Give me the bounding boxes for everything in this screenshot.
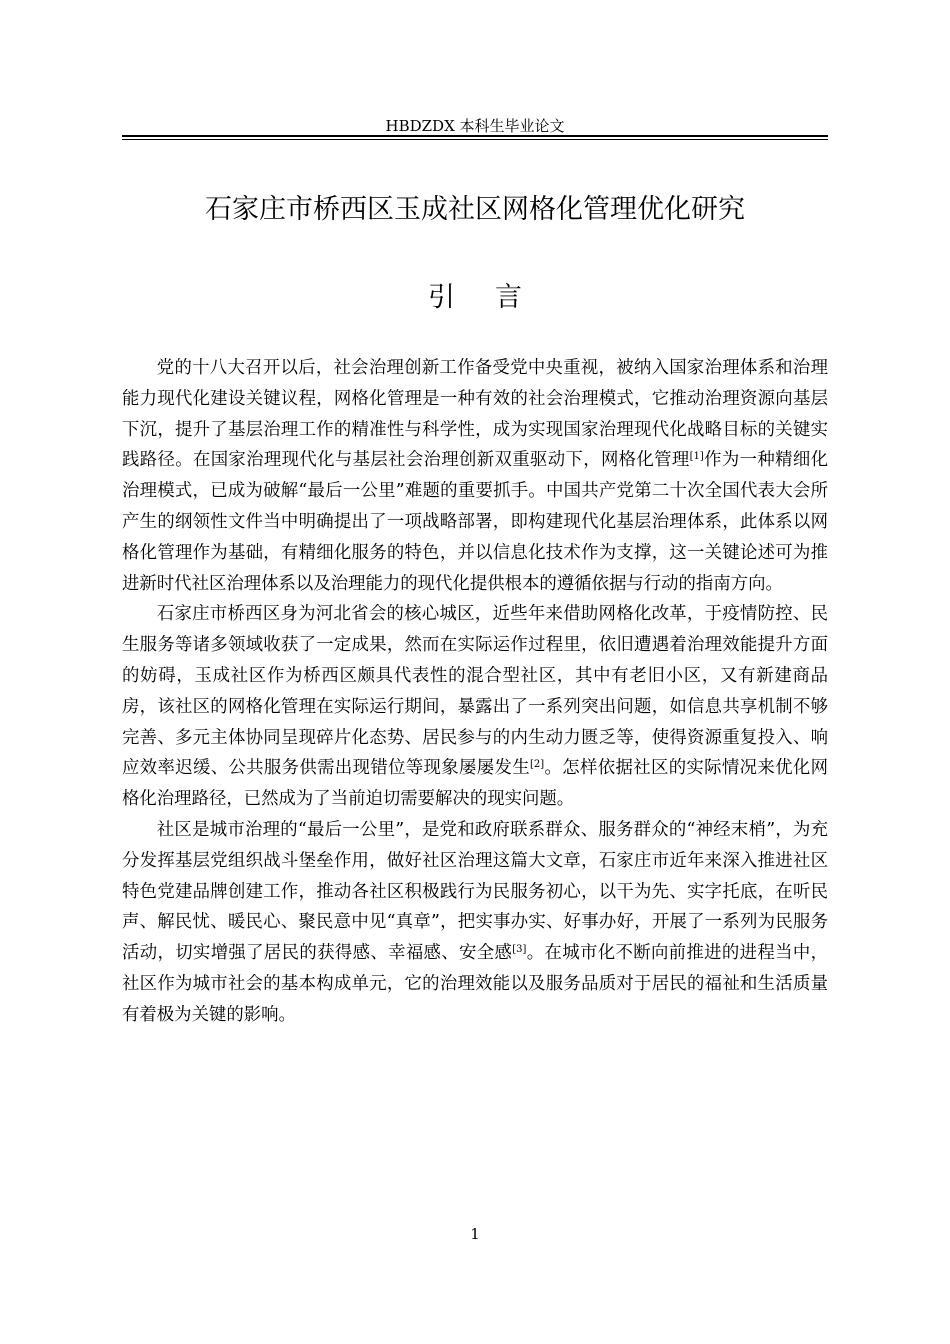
paragraph-1-text-b: 作为一种精细化治理模式，已成为破解“最后一公里”难题的重要抓手。中国共产党第二十次全国代表大会所产生的纲领性文件当中明确提出了一项战略部署，即构建现代化基层治理体系，此体系以网格化管理作为基础，有精细化服务的特色，并以信息化技术作为支撑，这一关键论述可为推进新时代社区治理体系以及治理能力的现代化提供根本的遵循依据与行动的指南方向。 (122, 450, 828, 594)
body-text (122, 353, 828, 1031)
thesis-title: 石家庄市桥西区玉成社区网格化管理优化研究 (205, 194, 745, 225)
paragraph-3 (122, 815, 828, 1031)
paragraph-2 (122, 599, 828, 815)
paragraph-2-text-b: 。怎样依据社区的实际情况来优化网格化治理路径，已然成为了当前迫切需要解决的现实问题。 (122, 758, 828, 810)
paragraph-1 (122, 353, 828, 599)
header-rule-thick (122, 135, 828, 137)
section-heading: 引言 (428, 282, 562, 313)
citation-1: [1] (689, 451, 704, 463)
paragraph-3-text-b: 。在城市化不断向前推进的进程当中，社区作为城市社会的基本构成单元，它的治理效能以及服务品质对于居民的福祉和生活质量有着极为关键的影响。 (122, 943, 828, 1025)
paragraph-1-text-a: 党的十八大召开以后，社会治理创新工作备受党中央重视，被纳入国家治理体系和治理能力现代化建设关键议程，网格化管理是一种有效的社会治理模式，它推动治理资源向基层下沉，提升了基层治理工作的精准性与科学性，成为实现国家治理现代化战略目标的关键实践路径。在国家治理现代化与基层社会治理创新双重驱动下，网格化管理 (122, 358, 828, 471)
paragraph-3-text-a: 社区是城市治理的“最后一公里”，是党和政府联系群众、服务群众的“神经末梢”，为充分发挥基层党组织战斗堡垒作用，做好社区治理这篇大文章，石家庄市近年来深入推进社区特色党建品牌创建工作，推动各社区积极践行为民服务初心，以干为先、实字托底，在听民声、解民忧、暖民心、聚民意中见“真章”，把实事办实、好事办好，开展了一系列为民服务活动，切实增强了居民的获得感、幸福感、安全感 (122, 819, 828, 964)
paragraph-2-text-a: 石家庄市桥西区身为河北省会的核心城区，近些年来借助网格化改革，于疫情防控、民生服务等诸多领域收获了一定成果，然而在实际运作过程里，依旧遭遇着治理效能提升方面的妨碍，玉成社区作为桥西区颇具代表性的混合型社区，其中有老旧小区，又有新建商品房，该社区的网格化管理在实际运行期间，暴露出了一系列突出问题，如信息共享机制不够完善、多元主体协同呈现碎片化态势、居民参与的内生动力匮乏等，使得资源重复投入、响应效率迟缓、公共服务供需出现错位等现象屡屡发生 (122, 604, 828, 779)
citation-3: [3] (512, 944, 527, 956)
citation-2: [2] (530, 759, 545, 771)
running-header: HBDZDX 本科生毕业论文 (385, 117, 565, 135)
header-rule-thin (122, 139, 828, 140)
page-number: 1 (470, 1225, 480, 1243)
